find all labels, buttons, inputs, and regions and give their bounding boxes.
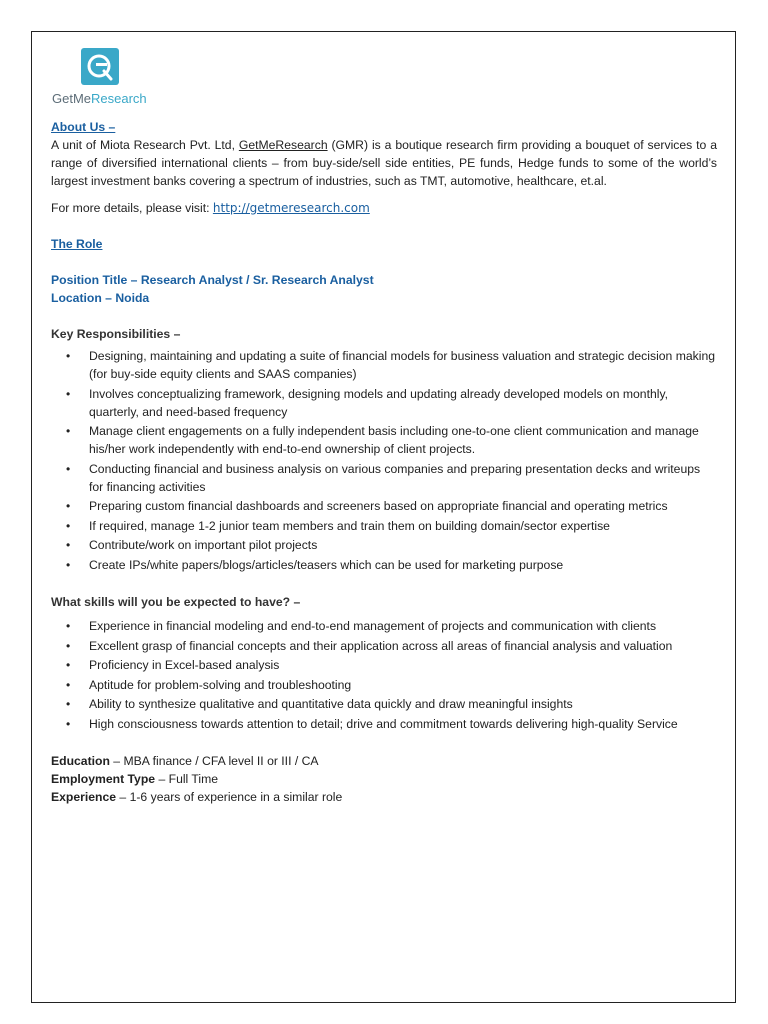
responsibility-item: • Contribute/work on important pilot projects: [89, 536, 717, 554]
about-text-before: A unit of Miota Research Pvt. Ltd,: [51, 138, 239, 152]
document-content: [51, 46, 717, 806]
skill-item: • Ability to synthesize qualitative and quantitative data quickly and draw meaningful insights: [89, 695, 717, 713]
responsibility-item: • Conducting financial and business analysis on various companies and preparing presentation decks and writeups for financing activities: [89, 460, 717, 496]
responsibilities-list: [51, 347, 717, 574]
responsibility-item: • If required, manage 1-2 junior team members and train them on building domain/sector expertise: [89, 517, 717, 535]
details-line: [51, 199, 717, 217]
employment-line: [51, 770, 717, 788]
employment-value: – Full Time: [155, 772, 219, 786]
skills-list: [51, 617, 717, 733]
skills-heading: What skills will you be expected to have? –: [51, 595, 301, 609]
experience-line: [51, 788, 717, 806]
responsibility-item: • Involves conceptualizing framework, designing models and updating already developed models on monthly, quarterly, and need-based frequency: [89, 385, 717, 421]
about-paragraph: [51, 136, 717, 190]
education-label: Education: [51, 754, 110, 768]
getmeresearch-logo: [51, 46, 151, 108]
skill-item: • Experience in financial modeling and end-to-end management of projects and communication with clients: [89, 617, 717, 635]
details-label: For more details, please visit:: [51, 201, 213, 215]
responsibility-item: • Preparing custom financial dashboards and screeners based on appropriate financial and operating metrics: [89, 497, 717, 515]
skill-item: • Excellent grasp of financial concepts and their application across all areas of financial analysis and valuation: [89, 637, 717, 655]
document-page: [31, 31, 736, 1003]
skill-item: • Aptitude for problem-solving and troubleshooting: [89, 676, 717, 694]
location: Location – Noida: [51, 291, 150, 305]
logo-word-getme: GetMe: [52, 91, 92, 106]
company-link[interactable]: GetMeResearch: [238, 138, 328, 152]
role-heading: The Role: [51, 237, 103, 251]
responsibility-item: • Designing, maintaining and updating a suite of financial models for business valuation and strategic decision making (for buy-side equity clients and SAAS companies): [89, 347, 717, 383]
education-value: – MBA finance / CFA level II or III / CA: [109, 754, 319, 768]
responsibility-item: • Create IPs/white papers/blogs/articles/teasers which can be used for marketing purpose: [89, 556, 717, 574]
experience-value: – 1-6 years of experience in a similar role: [116, 790, 343, 804]
responsibility-item: • Manage client engagements on a fully independent basis including one-to-one client communication and manage his/her work independently with end-to-end ownership of client projects.: [89, 422, 717, 458]
skill-item: • Proficiency in Excel-based analysis: [89, 656, 717, 674]
education-line: [51, 752, 717, 770]
responsibilities-heading: Key Responsibilities –: [51, 327, 181, 341]
experience-label: Experience: [51, 790, 117, 804]
about-text-after: (GMR) is a boutique research firm providing a bouquet of services to a range of diversified international clients – from buy-side/sell side entities, PE funds, Hedge funds to some of the world’s largest investment banks covering a spectrum of industries, such as TMT, automotive, healthcare, et.al.: [51, 138, 717, 188]
position-title: Position Title – Research Analyst / Sr. Research Analyst: [51, 273, 374, 287]
svg-text:GetMeResearch: [52, 91, 147, 106]
website-link[interactable]: http://getmeresearch.com: [212, 201, 370, 215]
employment-label: Employment Type: [51, 772, 156, 786]
about-heading: About Us –: [51, 120, 116, 134]
logo-word-research: Research: [91, 91, 147, 106]
skill-item: • High consciousness towards attention to detail; drive and commitment towards delivering high-quality Service: [89, 715, 717, 733]
